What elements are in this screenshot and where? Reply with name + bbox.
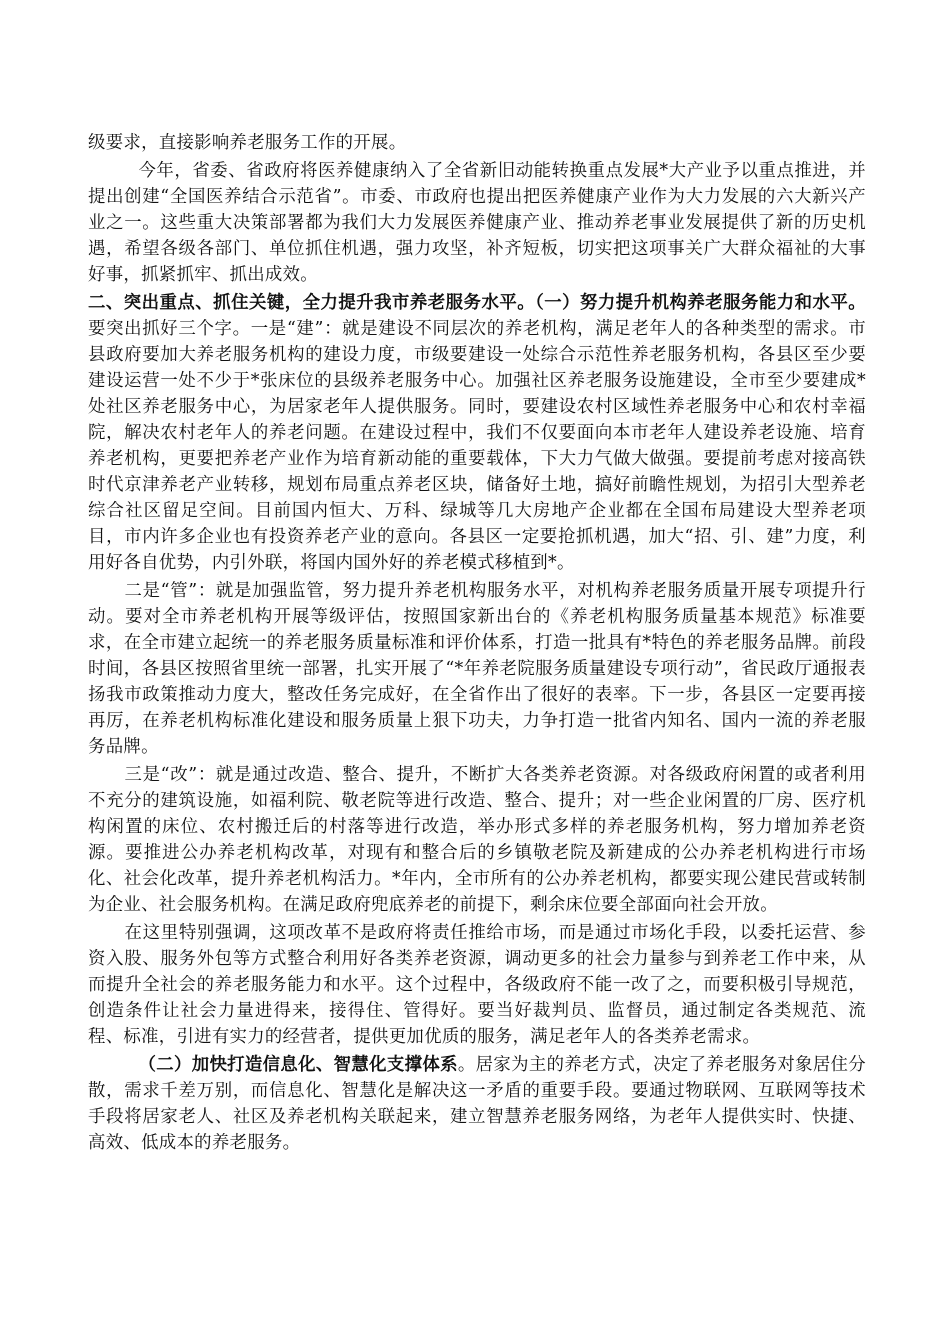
document-body [88, 128, 866, 1156]
paragraph-6 [88, 920, 866, 1050]
paragraph-3 [88, 290, 866, 576]
paragraph-1-text: 级要求，直接影响养老服务工作的开展。 [88, 133, 407, 153]
paragraph-7-text: 。居家为主的养老方式，决定了养老服务对象居住分散，需求千差万别，而信息化、智慧化是解决这一矛盾的重要手段。要通过物联网、互联网等技术手段将居家老人、社区及养老机构关联起来，建立智慧养老服务网络，为老年人提供实时、快捷、高效、低成本的养老服务。 [88, 1055, 866, 1153]
section-2-heading: 二、突出重点、抓住关键，全力提升我市养老服务水平。（一）努力提升机构养老服务能力和水平。 [88, 293, 866, 313]
paragraph-4 [88, 578, 866, 760]
paragraph-5-text: 三是“改”：就是通过改造、整合、提升，不断扩大各类养老资源。对各级政府闲置的或者利用不充分的建筑设施，如福利院、敬老院等进行改造、整合、提升；对一些企业闲置的厂房、医疗机构闲置的床位、农村搬迁后的村落等进行改造，举办形式多样的养老服务机构，努力增加养老资源。要推进公办养老机构改革，对现有和整合后的乡镇敬老院及新建成的公办养老机构进行市场化、社会化改革，提升养老机构活力。*年内，全市所有的公办养老机构，都要实现公建民营或转制为企业、社会服务机构。在满足政府兜底养老的前提下，剩余床位要全部面向社会开放。 [88, 765, 866, 915]
paragraph-3-text: 要突出抓好三个字。一是“建”：就是建设不同层次的养老机构，满足老年人的各种类型的需求。市县政府要加大养老服务机构的建设力度，市级要建设一处综合示范性养老服务机构，各县区至少要建设运营一处不少于*张床位的县级养老服务中心。加强社区养老服务设施建设，全市至少要建成*处社区养老服务中心，为居家老年人提供服务。同时，要建设农村区域性养老服务中心和农村幸福院，解决农村老年人的养老问题。在建设过程中，我们不仅要面向本市老年人建设养老设施、培育养老机构，更要把养老产业作为培育新动能的重要载体，下大力气做大做强。要提前考虑对接高铁时代京津养老产业转移，规划布局重点养老区块，储备好土地，搞好前瞻性规划，为招引大型养老综合社区留足空间。目前国内恒大、万科、绿城等几大房地产企业都在全国布局建设大型养老项目，市内许多企业也有投资养老产业的意向。各县区一定要抢抓机遇，加大“招、引、建”力度，利用好各自优势，内引外联，将国内国外好的养老模式移植到*。 [88, 319, 866, 573]
paragraph-1 [88, 130, 866, 156]
paragraph-4-text: 二是“管”：就是加强监管，努力提升养老机构服务水平，对机构养老服务质量开展专项提升行动。要对全市养老机构开展等级评估，按照国家新出台的《养老机构服务质量基本规范》标准要求，在全市建立起统一的养老服务质量标准和评价体系，打造一批具有*特色的养老服务品牌。前段时间，各县区按照省里统一部署，扎实开展了“*年养老院服务质量建设专项行动”，省民政厅通报表扬我市政策推动力度大，整改任务完成好，在全省作出了很好的表率。下一步，各县区一定要再接再厉，在养老机构标准化建设和服务质量上狠下功夫，力争打造一批省内知名、国内一流的养老服务品牌。 [88, 581, 866, 757]
subsection-2-heading: （二）加快打造信息化、智慧化支撑体系 [138, 1055, 458, 1075]
paragraph-5 [88, 762, 866, 918]
paragraph-2-text: 今年，省委、省政府将医养健康纳入了全省新旧动能转换重点发展*大产业予以重点推进，并提出创建“全国医养结合示范省”。市委、市政府也提出把医养健康产业作为大力发展的六大新兴产业之一。这些重大决策部署都为我们大力发展医养健康产业、推动养老事业发展提供了新的历史机遇，希望各级各部门、单位抓住机遇，强力攻坚，补齐短板，切实把这项事关广大群众福祉的大事好事，抓紧抓牢、抓出成效。 [88, 161, 866, 285]
paragraph-2 [88, 158, 866, 288]
paragraph-6-text: 在这里特别强调，这项改革不是政府将责任推给市场，而是通过市场化手段，以委托运营、参资入股、服务外包等方式整合利用好各类养老资源，调动更多的社会力量参与到养老工作中来，从而提升全社会的养老服务能力和水平。这个过程中，各级政府不能一改了之，而要积极引导规范，创造条件让社会力量进得来，接得住、管得好。要当好裁判员、监督员，通过制定各类规范、流程、标准，引进有实力的经营者，提供更加优质的服务，满足老年人的各类养老需求。 [88, 923, 866, 1047]
paragraph-7 [88, 1052, 866, 1156]
